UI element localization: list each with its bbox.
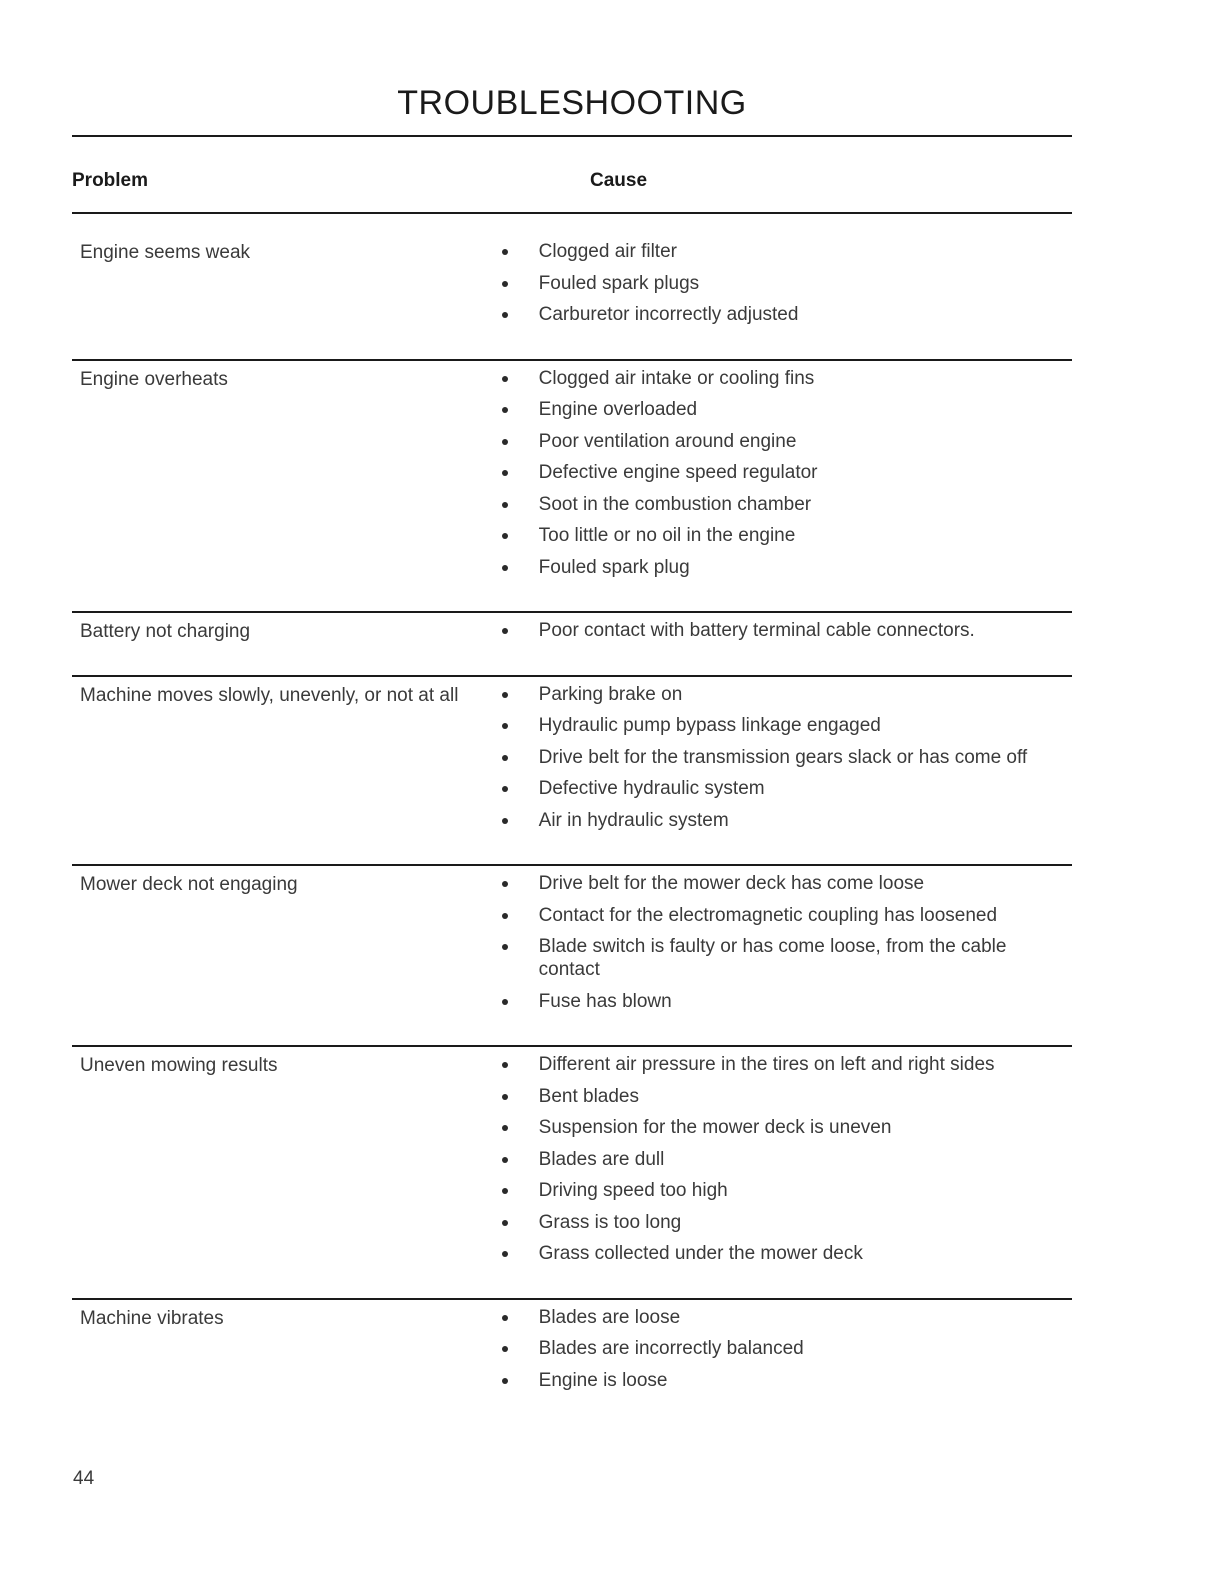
cause-item bbox=[497, 1211, 1072, 1234]
cause-item bbox=[497, 904, 1072, 927]
bullet-icon bbox=[502, 470, 508, 476]
problem-text: Engine seems weak bbox=[80, 242, 251, 263]
title-rule bbox=[72, 135, 1072, 137]
cause-item bbox=[497, 619, 1072, 642]
bullet-icon bbox=[502, 723, 508, 729]
cause-list bbox=[497, 1053, 1072, 1274]
bullet-icon bbox=[502, 439, 508, 445]
cause-text: Clogged air intake or cooling fins bbox=[538, 367, 815, 389]
bullet-icon bbox=[502, 1125, 508, 1131]
cause-text: Fuse has blown bbox=[538, 990, 672, 1012]
bullet-icon bbox=[502, 281, 508, 287]
cause-text: Drive belt for the mower deck has come loose bbox=[538, 873, 925, 894]
cause-text: Blades are dull bbox=[538, 1148, 665, 1170]
troubleshooting-row bbox=[72, 1045, 1072, 1298]
troubleshooting-table bbox=[72, 216, 1072, 1424]
troubleshooting-row bbox=[72, 675, 1072, 865]
page-title: TROUBLESHOOTING bbox=[397, 84, 747, 122]
bullet-icon bbox=[502, 1188, 508, 1194]
cause-text: Grass collected under the mower deck bbox=[538, 1243, 863, 1264]
problem-text: Battery not charging bbox=[80, 621, 251, 642]
bullet-icon bbox=[502, 818, 508, 824]
cause-text: Fouled spark plug bbox=[538, 556, 690, 578]
cause-item bbox=[497, 493, 1072, 516]
cause-item bbox=[497, 777, 1072, 800]
cause-item bbox=[497, 935, 1072, 981]
bullet-icon bbox=[502, 376, 508, 382]
cause-item bbox=[497, 524, 1072, 547]
cause-item bbox=[497, 430, 1072, 453]
bullet-icon bbox=[502, 1157, 508, 1163]
bullet-icon bbox=[502, 1062, 508, 1068]
page-number: 44 bbox=[73, 1468, 95, 1489]
cause-item bbox=[497, 872, 1072, 895]
bullet-icon bbox=[502, 1220, 508, 1226]
cause-text: Grass is too long bbox=[538, 1211, 682, 1233]
cause-text: Different air pressure in the tires on left and right sides bbox=[538, 1054, 995, 1075]
cause-text: Fouled spark plugs bbox=[538, 272, 700, 294]
cause-item bbox=[497, 1116, 1072, 1139]
cause-item bbox=[497, 1369, 1072, 1392]
cause-text: Carburetor incorrectly adjusted bbox=[538, 304, 799, 325]
cause-item bbox=[497, 809, 1072, 832]
cause-item bbox=[497, 683, 1072, 706]
cause-text: Soot in the combustion chamber bbox=[538, 493, 812, 515]
bullet-icon bbox=[502, 1378, 508, 1384]
cause-item bbox=[497, 398, 1072, 421]
cause-item bbox=[497, 746, 1072, 769]
bullet-icon bbox=[502, 533, 508, 539]
cause-item bbox=[497, 1148, 1072, 1171]
cause-text: Air in hydraulic system bbox=[538, 809, 729, 831]
cause-text: Clogged air filter bbox=[538, 241, 677, 262]
cause-text: Blades are loose bbox=[538, 1306, 681, 1328]
cause-column-header: Cause bbox=[590, 170, 648, 191]
problem-text: Machine vibrates bbox=[80, 1307, 224, 1329]
bullet-icon bbox=[502, 755, 508, 761]
troubleshooting-row bbox=[72, 864, 1072, 1045]
cause-item bbox=[497, 1337, 1072, 1360]
cause-text: Hydraulic pump bypass linkage engaged bbox=[538, 715, 881, 736]
cause-text: Bent blades bbox=[538, 1085, 639, 1107]
bullet-icon bbox=[502, 312, 508, 318]
bullet-icon bbox=[502, 502, 508, 508]
cause-text: Poor contact with battery terminal cable connectors. bbox=[538, 620, 975, 641]
problem-text: Engine overheats bbox=[80, 368, 228, 390]
troubleshooting-row bbox=[72, 359, 1072, 612]
cause-list bbox=[497, 683, 1072, 841]
problem-text: Mower deck not engaging bbox=[80, 874, 298, 895]
problem-text: Uneven mowing results bbox=[80, 1055, 278, 1076]
cause-text: Contact for the electromagnetic coupling has loosened bbox=[538, 904, 998, 926]
problem-column-header: Problem bbox=[72, 170, 149, 191]
cause-text: Defective hydraulic system bbox=[538, 778, 765, 799]
cause-text: Blades are incorrectly balanced bbox=[538, 1338, 804, 1359]
cause-item bbox=[497, 272, 1072, 295]
troubleshooting-row bbox=[72, 1298, 1072, 1425]
cause-text: Driving speed too high bbox=[538, 1180, 728, 1201]
bullet-icon bbox=[502, 999, 508, 1005]
cause-list bbox=[497, 367, 1072, 588]
cause-item bbox=[497, 714, 1072, 737]
cause-text: Engine overloaded bbox=[538, 399, 698, 420]
cause-text: Poor ventilation around engine bbox=[538, 430, 797, 452]
bullet-icon bbox=[502, 249, 508, 255]
bullet-icon bbox=[502, 881, 508, 887]
bullet-icon bbox=[502, 786, 508, 792]
bullet-icon bbox=[502, 692, 508, 698]
cause-item bbox=[497, 303, 1072, 326]
cause-item bbox=[497, 556, 1072, 579]
cause-item bbox=[497, 1306, 1072, 1329]
cause-item bbox=[497, 1053, 1072, 1076]
cause-text: Drive belt for the transmission gears slack or has come off bbox=[538, 746, 1028, 768]
bullet-icon bbox=[502, 944, 508, 950]
cause-text: Defective engine speed regulator bbox=[538, 462, 818, 483]
cause-item bbox=[497, 990, 1072, 1013]
cause-list bbox=[497, 872, 1072, 1021]
cause-item bbox=[497, 461, 1072, 484]
bullet-icon bbox=[502, 407, 508, 413]
cause-list bbox=[497, 240, 1072, 335]
cause-text: Blade switch is faulty or has come loose, from the cable contact bbox=[538, 936, 1007, 980]
header-rule bbox=[72, 212, 1072, 214]
cause-item bbox=[497, 367, 1072, 390]
cause-item bbox=[497, 1085, 1072, 1108]
bullet-icon bbox=[502, 1094, 508, 1100]
cause-list bbox=[497, 1306, 1072, 1401]
cause-text: Suspension for the mower deck is uneven bbox=[538, 1117, 892, 1138]
troubleshooting-row bbox=[72, 216, 1072, 359]
problem-text: Machine moves slowly, unevenly, or not at all bbox=[80, 684, 459, 706]
bullet-icon bbox=[502, 628, 508, 634]
cause-list bbox=[497, 619, 1072, 651]
cause-item bbox=[497, 1242, 1072, 1265]
bullet-icon bbox=[502, 913, 508, 919]
cause-item bbox=[497, 240, 1072, 263]
cause-text: Engine is loose bbox=[538, 1369, 668, 1391]
bullet-icon bbox=[502, 1315, 508, 1321]
bullet-icon bbox=[502, 1346, 508, 1352]
cause-item bbox=[497, 1179, 1072, 1202]
troubleshooting-row bbox=[72, 611, 1072, 675]
bullet-icon bbox=[502, 565, 508, 571]
bullet-icon bbox=[502, 1251, 508, 1257]
cause-text: Too little or no oil in the engine bbox=[538, 525, 796, 546]
cause-text: Parking brake on bbox=[538, 683, 683, 705]
